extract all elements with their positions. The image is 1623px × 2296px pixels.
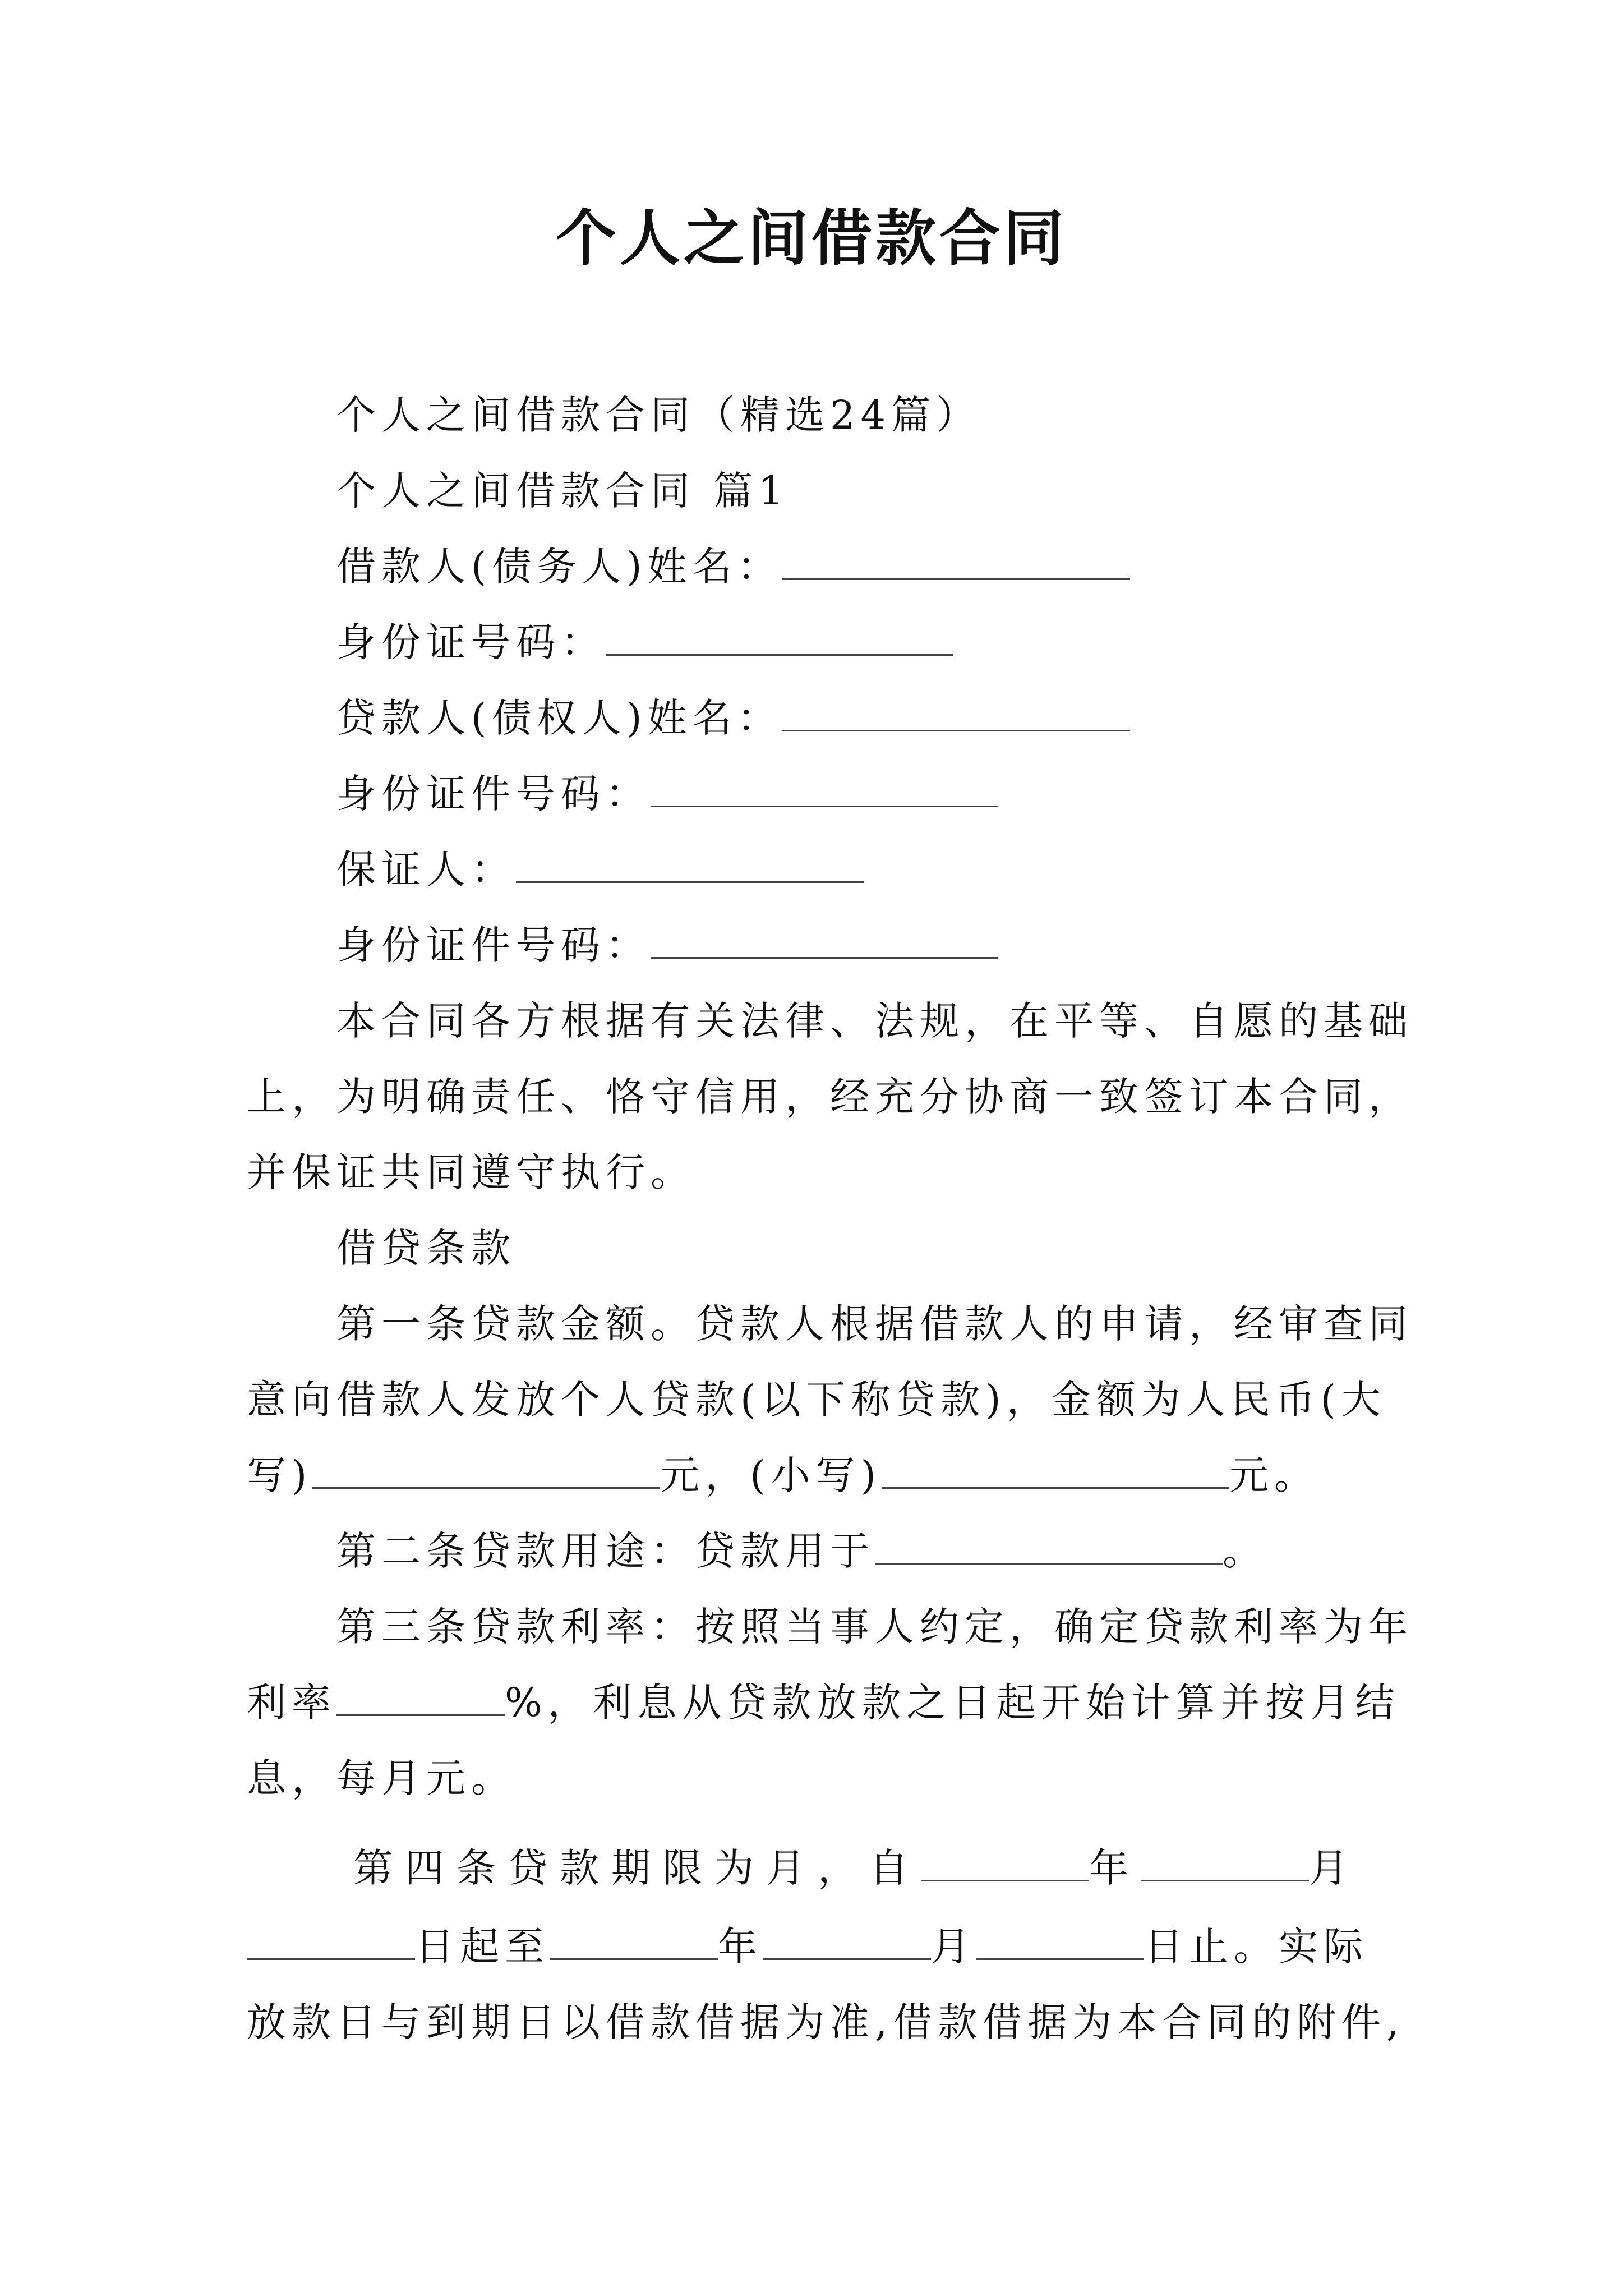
- subtitle: 个人之间借款合同（精选24篇）: [336, 392, 981, 438]
- start-day-blank: [247, 1919, 415, 1960]
- clause1-end: 元。: [1229, 1452, 1319, 1498]
- clause2-text: 第二条贷款用途：贷款用于: [336, 1528, 875, 1574]
- clause4-line-3: 放款日与到期日以借款借据为准,借款借据为本合同的附件,: [247, 1999, 1405, 2045]
- clause3-line-3: 息，每月元。: [247, 1755, 516, 1801]
- borrower-id-label: 身份证号码：: [336, 619, 606, 665]
- clause4-end-day: 日止。实际: [1144, 1924, 1368, 1970]
- clause4-text: 第四条贷款期限为月，自: [353, 1845, 921, 1891]
- borrower-name-row: [336, 539, 1130, 595]
- clause4-until: 日起至: [415, 1924, 550, 1970]
- start-year-blank: [921, 1841, 1089, 1881]
- clause4-line-1: [353, 1840, 1361, 1896]
- borrower-name-label: 借款人(债务人)姓名：: [336, 544, 782, 590]
- intro-line-3: 并保证共同遵守执行。: [247, 1149, 695, 1195]
- clause4-end-month: 月: [931, 1924, 976, 1970]
- clause1-line-3: [247, 1447, 1319, 1503]
- clause3-line-1: 第三条贷款利率：按照当事人约定，确定贷款利率为年: [336, 1604, 1413, 1650]
- clause3-line-2: [247, 1674, 1400, 1731]
- lender-name-blank: [782, 691, 1130, 731]
- guarantor-label: 保证人：: [336, 846, 516, 892]
- clause1-lowercase-label: 元，(小写): [660, 1452, 882, 1498]
- clause1-uppercase-label: 写): [247, 1452, 313, 1498]
- guarantor-row: [336, 841, 864, 898]
- end-year-blank: [550, 1919, 718, 1960]
- lender-id-blank: [651, 766, 998, 807]
- borrower-id-row: [336, 614, 953, 670]
- borrower-id-blank: [606, 615, 953, 656]
- intro-line-2: 上，为明确责任、恪守信用，经充分协商一致签订本合同，: [247, 1074, 1413, 1120]
- lender-name-label: 贷款人(债权人)姓名：: [336, 695, 782, 741]
- end-month-blank: [763, 1919, 931, 1960]
- guarantor-id-row: [336, 917, 998, 973]
- rate-blank: [336, 1675, 505, 1716]
- lender-name-row: [336, 690, 1130, 746]
- amount-uppercase-blank: [312, 1448, 660, 1489]
- clause3-rate-label: 利率: [247, 1680, 336, 1726]
- clause4-year: 年: [1089, 1845, 1141, 1891]
- section-heading: 个人之间借款合同 篇1: [336, 468, 789, 514]
- clause1-line-1: 第一条贷款金额。贷款人根据借款人的申请，经审查同: [336, 1301, 1413, 1347]
- document-title: 个人之间借款合同: [555, 203, 1067, 274]
- clause4-end-year: 年: [718, 1924, 763, 1970]
- guarantor-id-label: 身份证件号码：: [336, 922, 651, 968]
- clause2-end: 。: [1223, 1528, 1267, 1574]
- clause1-line-2: 意向借款人发放个人贷款(以下称贷款)，金额为人民币(大: [247, 1377, 1386, 1423]
- purpose-blank: [875, 1524, 1223, 1565]
- clause4-line-2: [247, 1918, 1368, 1975]
- intro-line-1: 本合同各方根据有关法律、法规，在平等、自愿的基础: [336, 998, 1413, 1044]
- guarantor-blank: [516, 842, 864, 883]
- end-day-blank: [976, 1919, 1144, 1960]
- clause2-line: [336, 1523, 1267, 1579]
- lender-id-label: 身份证件号码：: [336, 771, 651, 817]
- borrower-name-blank: [782, 539, 1130, 580]
- amount-lowercase-blank: [882, 1448, 1229, 1489]
- clauses-heading: 借贷条款: [336, 1225, 516, 1271]
- start-month-blank: [1141, 1841, 1309, 1881]
- clause3-rate-text: %，利息从贷款放款之日起开始计算并按月结: [505, 1680, 1400, 1726]
- clause4-month: 月: [1309, 1845, 1361, 1891]
- lender-id-row: [336, 766, 998, 822]
- guarantor-id-blank: [651, 918, 998, 959]
